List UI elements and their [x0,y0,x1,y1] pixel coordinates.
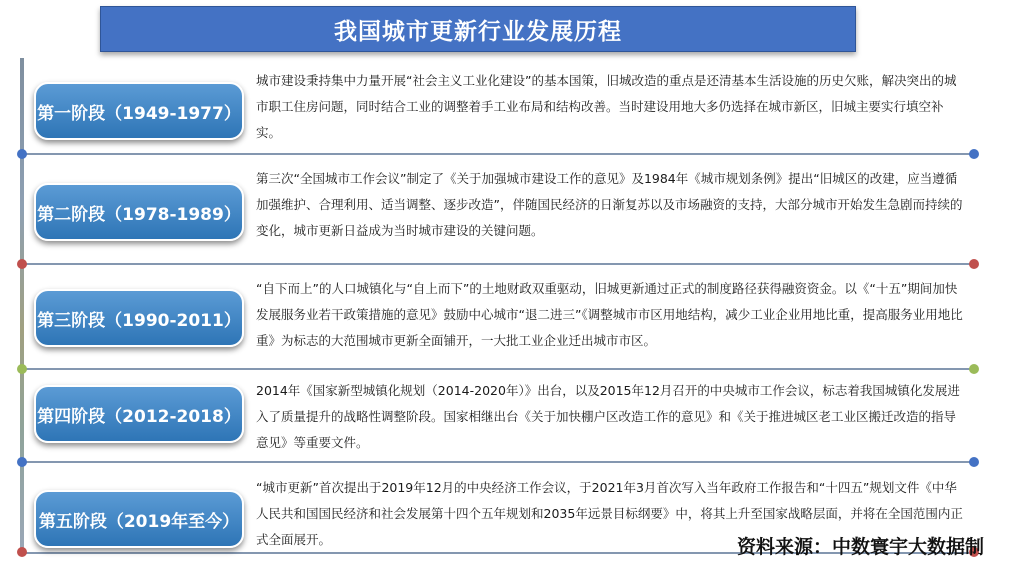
stage-1-label-box [34,82,244,140]
timeline-end-dot [969,364,979,374]
stage-4-label-box [34,385,244,443]
timeline-dot [17,149,27,159]
stage-divider [22,461,974,463]
stage-2-label: 第二阶段（1978-1989） [37,204,241,225]
timeline-dot [17,457,27,467]
timeline-end-dot [969,457,979,467]
stage-4-description: 2014年《国家新型城镇化规划（2014-2020年）》出台，以及2015年12月召开的中央城市工作会议，标志着我国城镇化发展进入了质量提升的战略性调整阶段。国家相继出台《关于加快棚户区改造工作的意见》和《关于推进城区老工业区搬迁改造的指导意见》等重要文件。 [256,383,960,450]
title-bar [100,6,856,52]
stage-3-label-box [34,289,244,347]
stage-2-description: 第三次“全国城市工作会议”制定了《关于加强城市建设工作的意见》及1984年《城市规划条例》提出“旧城区的改建，应当遵循加强维护、合理利用、适当调整、逐步改造”，伴随国民经济的日渐复苏以及市场融资的支持，大部分城市开始发生急剧而持续的变化，城市更新日益成为当时城市建设的关键问题。 [256,171,963,238]
timeline-end-dot [969,259,979,269]
stage-divider [22,153,974,155]
stage-divider [22,368,974,370]
page-title: 我国城市更新行业发展历程 [334,18,622,45]
source-note: 资料来源：中数寰宇大数据制 [736,536,984,558]
stage-3-description: “自下而上”的人口城镇化与“自上而下”的土地财政双重驱动，旧城更新通过正式的制度路径获得融资资金。以《“十五”期间加快发展服务业若干政策措施的意见》鼓励中心城市“退二进三”《调整城市市区用地结构，减少工业企业用地比重，提高服务业用地比重》为标志的大范围城市更新全面铺开，一大批工业企业迁出城市市区。 [256,281,963,348]
stage-1-label: 第一阶段（1949-1977） [37,103,241,124]
stage-5-label: 第五阶段（2019年至今） [38,511,240,532]
timeline-line [20,58,24,554]
stage-5-label-box [34,490,244,548]
stage-1-description: 城市建设秉持集中力量开展“社会主义工业化建设”的基本国策，旧城改造的重点是还清基本生活设施的历史欠账，解决突出的城市职工住房问题，同时结合工业的调整着手工业布局和结构改善。当时建设用地大多仍选择在城市新区，旧城主要实行填空补实。 [256,73,957,140]
stage-4-label: 第四阶段（2012-2018） [37,406,241,427]
timeline-dot [17,364,27,374]
timeline-end-dot [969,149,979,159]
stage-divider [22,263,974,265]
timeline-dot [17,547,27,557]
timeline-dot [17,259,27,269]
stage-5-description: “城市更新”首次提出于2019年12月的中央经济工作会议，于2021年3月首次写入当年政府工作报告和“十四五”规划文件《中华人民共和国国民经济和社会发展第十四个五年规划和2035年远景目标纲要》中，将其上升至国家战略层面，并将在全国范围内正式全面展开。 [256,480,963,547]
stage-2-label-box [34,183,244,241]
stage-3-label: 第三阶段（1990-2011） [37,310,241,331]
